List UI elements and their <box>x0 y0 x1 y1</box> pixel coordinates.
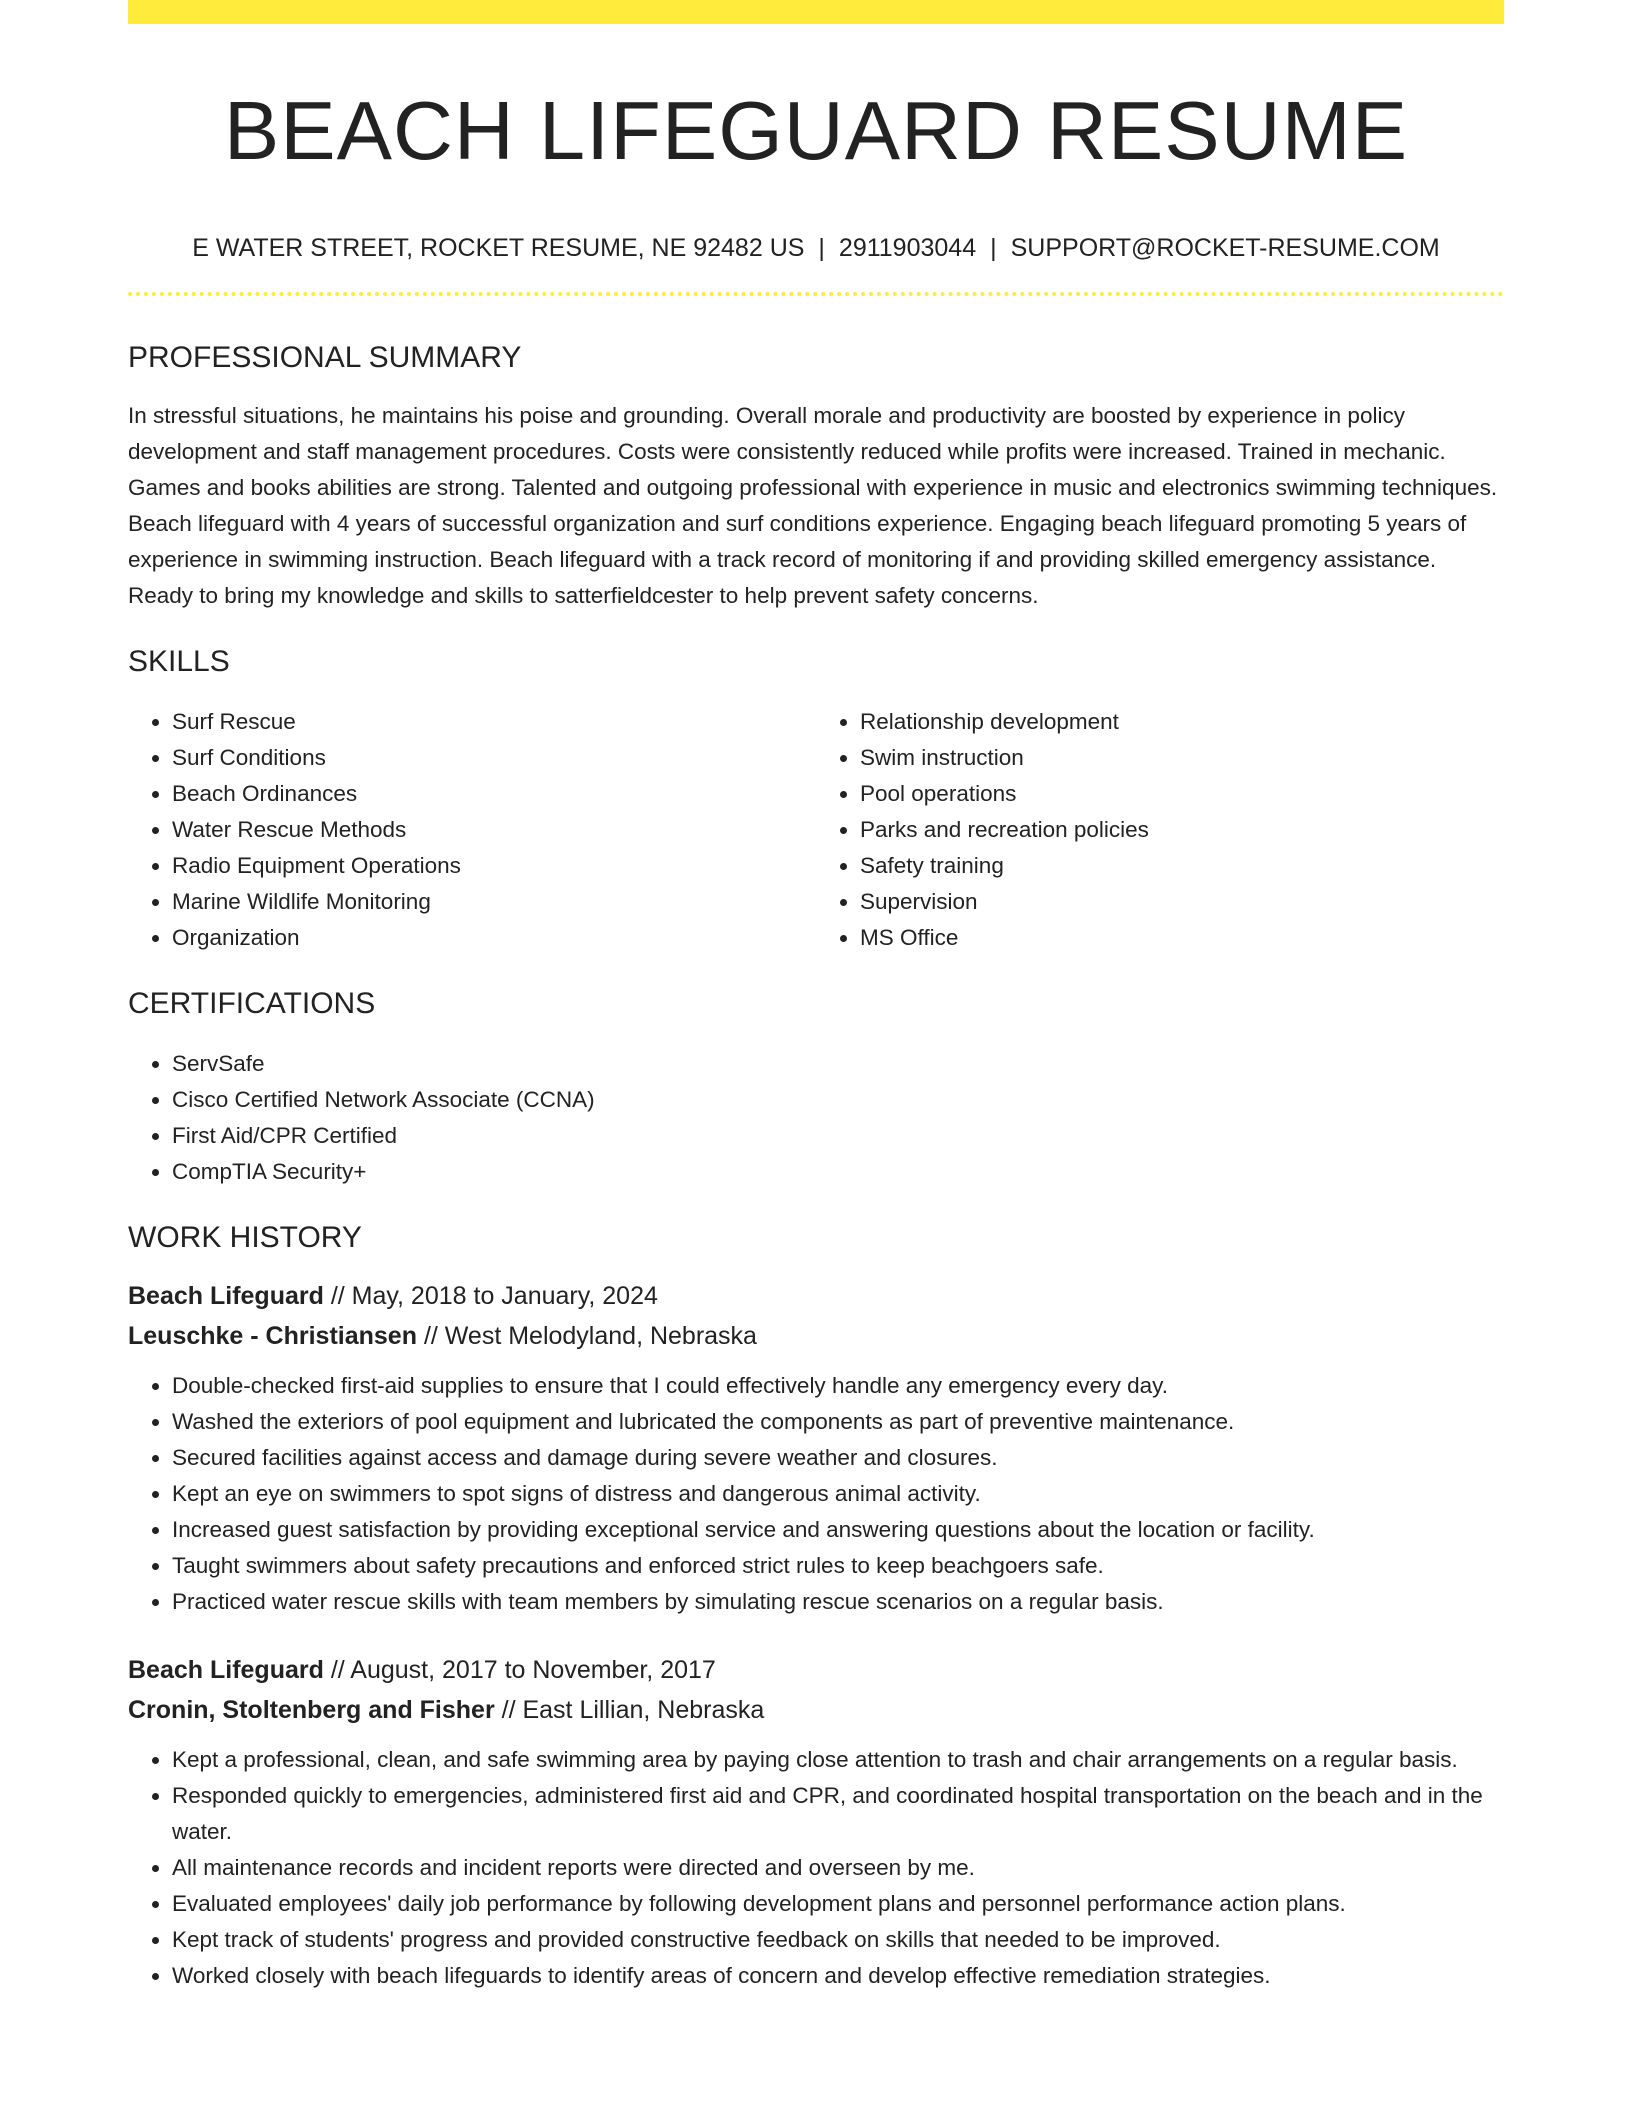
job-bullet: • Responded quickly to emergencies, administered first aid and CPR, and coordinated hospital transportation on the beach and in the water. <box>172 1778 1504 1850</box>
skill-item: • Water Rescue Methods <box>172 812 816 848</box>
certification-item: • ServSafe <box>172 1046 1504 1082</box>
contact-separator: | <box>818 234 825 262</box>
skill-item: • Supervision <box>860 884 1504 920</box>
summary-heading: PROFESSIONAL SUMMARY <box>128 341 522 374</box>
job-company-line <box>128 1316 1504 1356</box>
header-divider <box>128 292 1504 296</box>
work-history-heading: WORK HISTORY <box>128 1221 362 1254</box>
job-title: Beach Lifeguard <box>128 1656 324 1684</box>
skills-list-left <box>128 704 816 956</box>
certifications-heading: CERTIFICATIONS <box>128 987 376 1020</box>
resume-page <box>128 0 1504 1994</box>
job-bullet: • Kept a professional, clean, and safe swimming area by paying close attention to trash and chair arrangements on a regular basis. <box>172 1742 1504 1778</box>
contact-phone: 2911903044 <box>838 234 977 262</box>
certification-item: • Cisco Certified Network Associate (CCNA) <box>172 1082 1504 1118</box>
contact-line <box>128 232 1504 264</box>
skill-item: • Organization <box>172 920 816 956</box>
job-bullet: • Secured facilities against access and damage during severe weather and closures. <box>172 1440 1504 1476</box>
job-bullet: • All maintenance records and incident reports were directed and overseen by me. <box>172 1850 1504 1886</box>
job-bullet: • Washed the exteriors of pool equipment and lubricated the components as part of preventive maintenance. <box>172 1404 1504 1440</box>
job-bullet: • Kept track of students' progress and provided constructive feedback on skills that needed to be improved. <box>172 1922 1504 1958</box>
job-bullet-list <box>128 1742 1504 1994</box>
job-bullet-list <box>128 1368 1504 1620</box>
skill-item: • Parks and recreation policies <box>860 812 1504 848</box>
contact-address: E WATER STREET, ROCKET RESUME, NE 92482 US <box>192 234 805 262</box>
job-title-line <box>128 1650 1504 1690</box>
skill-item: • MS Office <box>860 920 1504 956</box>
job-bullet: • Increased guest satisfaction by providing exceptional service and answering questions about the location or facility. <box>172 1512 1504 1548</box>
skill-item: • Beach Ordinances <box>172 776 816 812</box>
certifications-list <box>128 1046 1504 1190</box>
contact-email: SUPPORT@ROCKET-RESUME.COM <box>1010 234 1440 262</box>
skills-heading: SKILLS <box>128 645 230 678</box>
skill-item: • Pool operations <box>860 776 1504 812</box>
top-accent-bar <box>128 0 1504 24</box>
job-bullet: • Double-checked first-aid supplies to ensure that I could effectively handle any emergency every day. <box>172 1368 1504 1404</box>
skill-item: • Swim instruction <box>860 740 1504 776</box>
skill-item: • Surf Rescue <box>172 704 816 740</box>
job-title: Beach Lifeguard <box>128 1282 324 1310</box>
skill-item: • Surf Conditions <box>172 740 816 776</box>
contact-separator: | <box>990 234 997 262</box>
certification-item: • CompTIA Security+ <box>172 1154 1504 1190</box>
skills-columns <box>128 704 1504 956</box>
job-dates: // August, 2017 to November, 2017 <box>330 1656 716 1684</box>
job-company-line <box>128 1690 1504 1730</box>
job-dates: // May, 2018 to January, 2024 <box>330 1282 658 1310</box>
job-bullet: • Worked closely with beach lifeguards to identify areas of concern and develop effective remediation strategies. <box>172 1958 1504 1994</box>
job-company: Leuschke - Christiansen <box>128 1322 417 1350</box>
resume-title: BEACH LIFEGUARD RESUME <box>223 84 1409 177</box>
summary-text: In stressful situations, he maintains his poise and grounding. Overall morale and productivity are boosted by experience in policy development and staff management procedures. Costs were consistently reduced while profits were increased. Trained in mechanic. Games and books abilities are strong. Talented and outgoing professional with experience in music and electronics swimming techniques. Beach lifeguard with 4 years of successful organization and surf conditions experience. Engaging beach lifeguard promoting 5 years of experience in swimming instruction. Beach lifeguard with a track record of monitoring if and providing skilled emergency assistance. Ready to bring my knowledge and skills to satterfieldcester to help prevent safety concerns. <box>128 403 1498 608</box>
job-company: Cronin, Stoltenberg and Fisher <box>128 1696 495 1724</box>
job-location: // West Melodyland, Nebraska <box>423 1322 757 1350</box>
skill-item: • Radio Equipment Operations <box>172 848 816 884</box>
skill-item: • Marine Wildlife Monitoring <box>172 884 816 920</box>
certification-item: • First Aid/CPR Certified <box>172 1118 1504 1154</box>
job-bullet: • Evaluated employees' daily job performance by following development plans and personnel performance action plans. <box>172 1886 1504 1922</box>
skill-item: • Safety training <box>860 848 1504 884</box>
job-bullet: • Kept an eye on swimmers to spot signs of distress and dangerous animal activity. <box>172 1476 1504 1512</box>
job-bullet: • Taught swimmers about safety precautions and enforced strict rules to keep beachgoers safe. <box>172 1548 1504 1584</box>
job-location: // East Lillian, Nebraska <box>501 1696 765 1724</box>
job-entry <box>128 1650 1504 1994</box>
job-bullet: • Practiced water rescue skills with team members by simulating rescue scenarios on a regular basis. <box>172 1584 1504 1620</box>
job-entry <box>128 1276 1504 1620</box>
skills-list-right <box>816 704 1504 956</box>
skill-item: • Relationship development <box>860 704 1504 740</box>
job-title-line <box>128 1276 1504 1316</box>
